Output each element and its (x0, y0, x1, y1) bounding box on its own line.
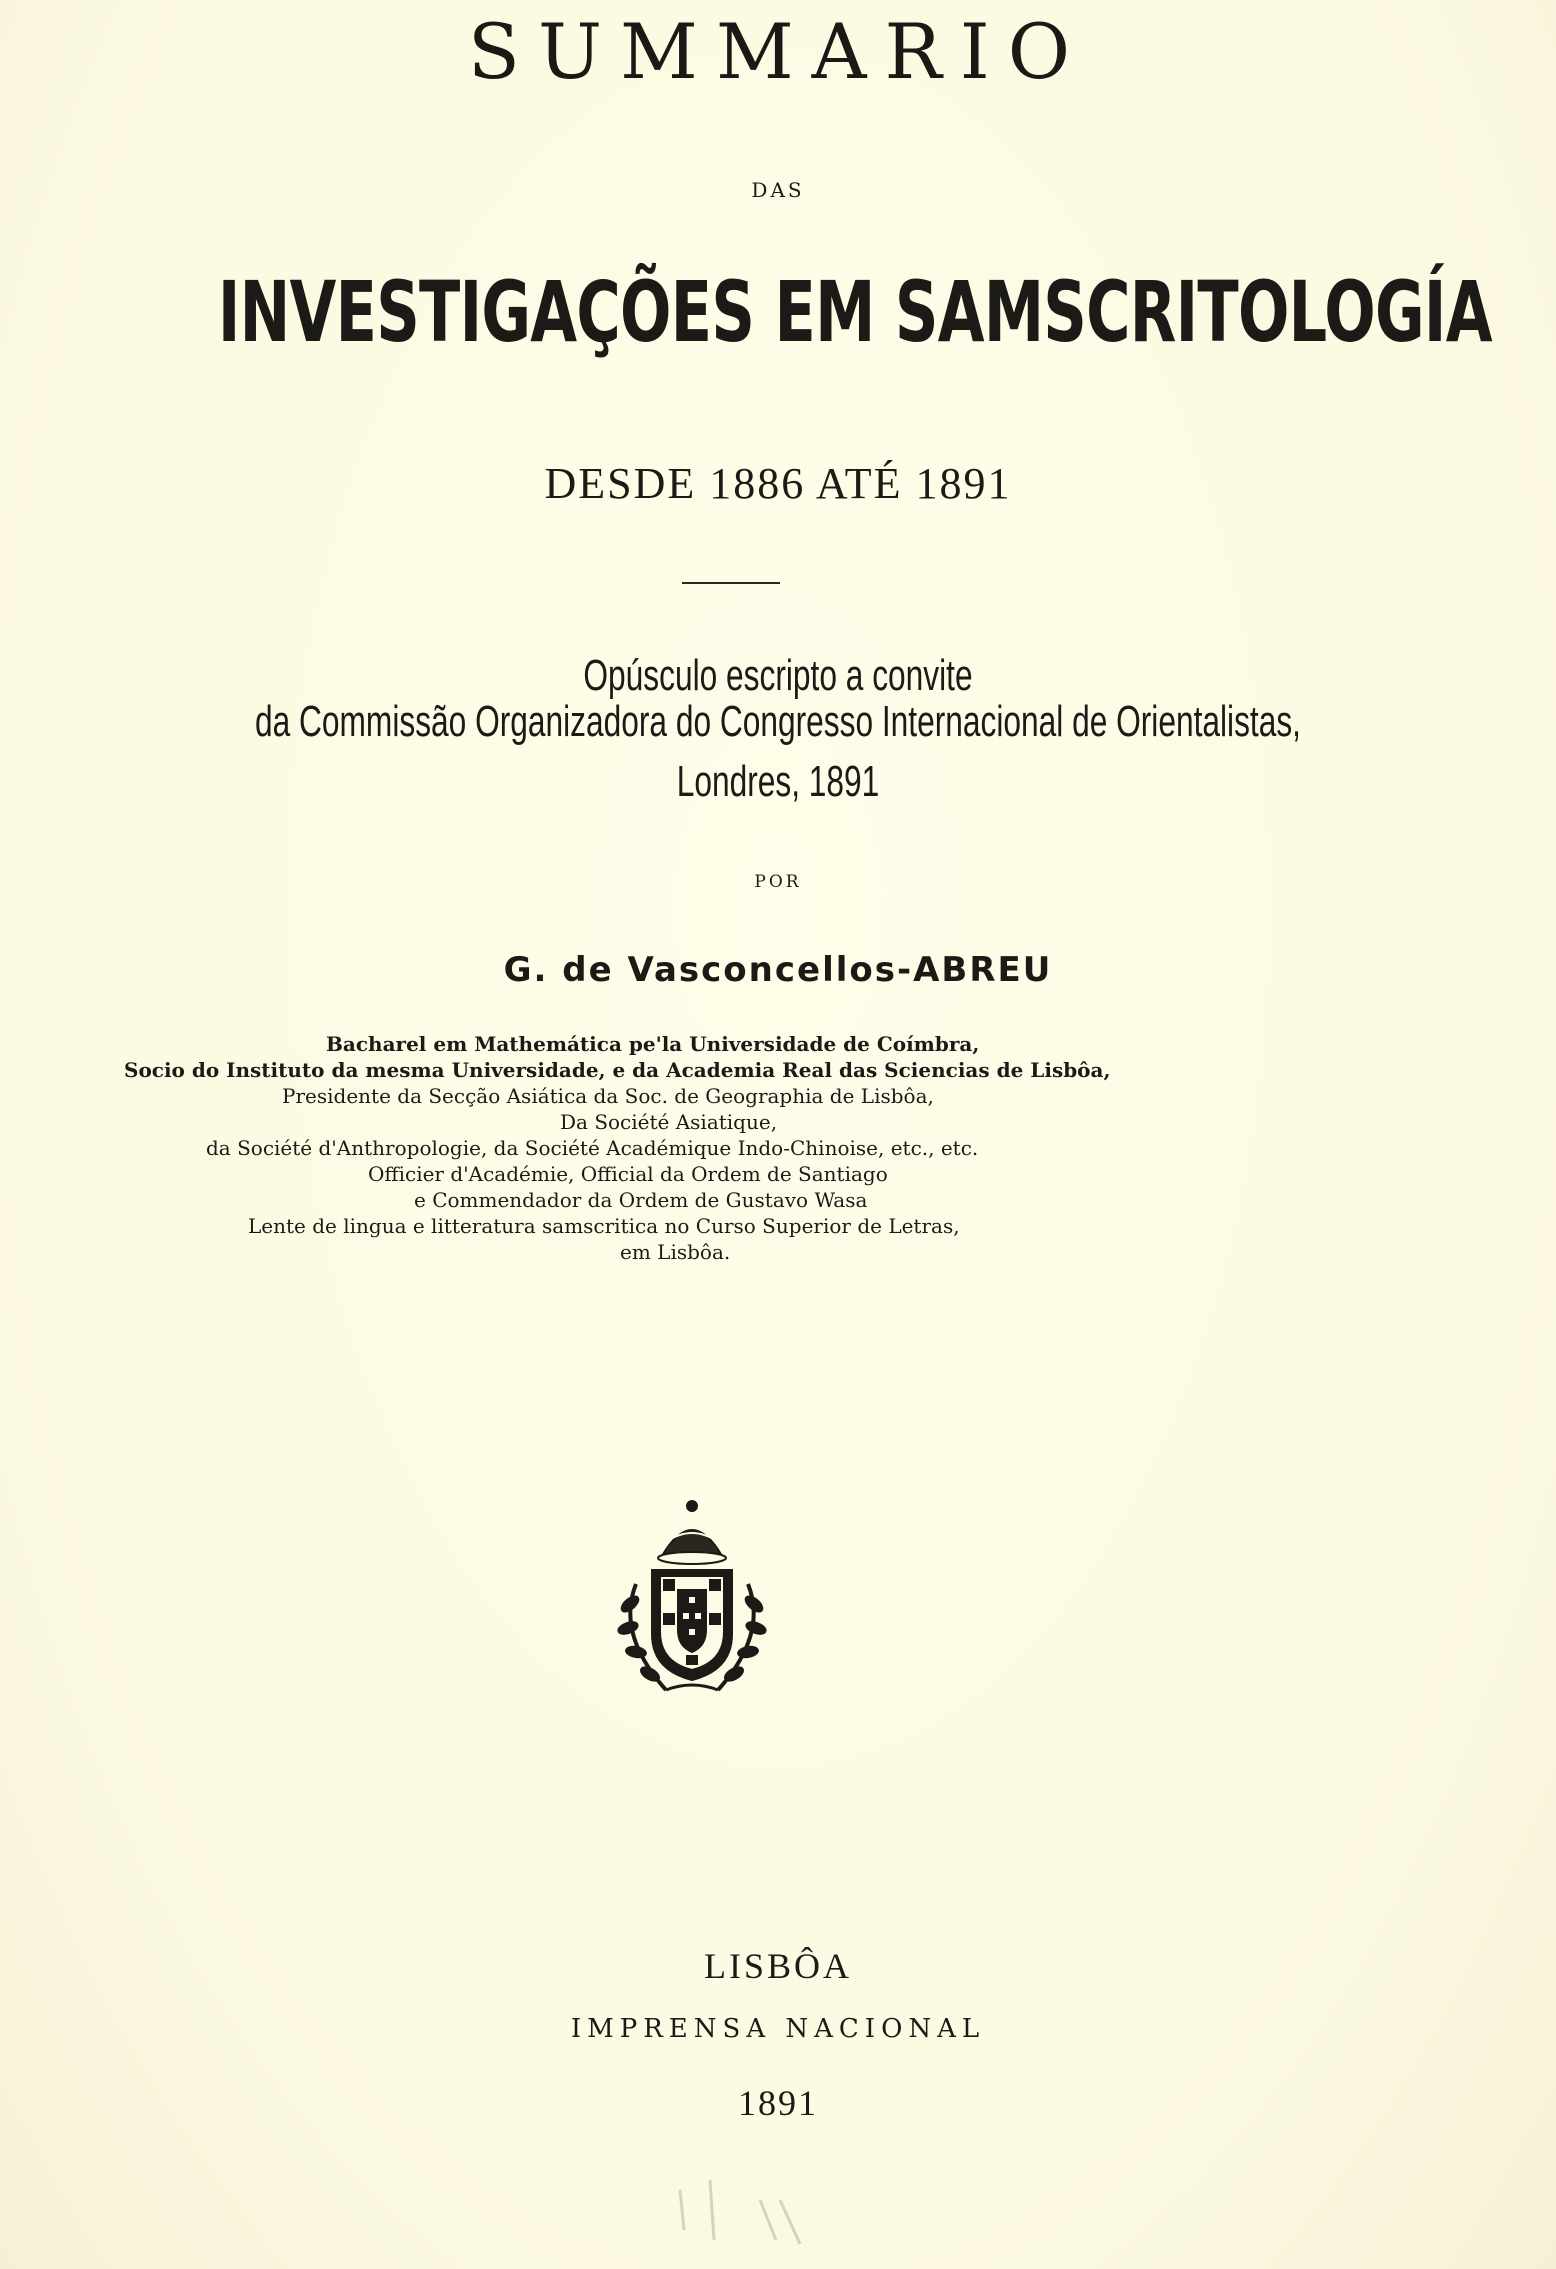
imprint-city: LISBÔA (703, 1946, 852, 1986)
credential-line-8: Lente de lingua e litteratura samscritica no Curso Superior de Letras, (248, 1214, 960, 1238)
author-name: G. de Vasconcellos-ABREU (503, 950, 1053, 990)
faint-marks-decoration (650, 2170, 830, 2250)
date-range: DESDE 1886 ATÉ 1891 (544, 459, 1012, 508)
page-title: SUMMARIO (467, 7, 1089, 96)
credential-line-2: Socio do Instituto da mesma Universidade, e da Academia Real das Sciencias de Lisbôa, (124, 1058, 1111, 1082)
opusculo-line-1: Opúsculo escripto a convite (583, 651, 973, 700)
imprint-press: IMPRENSA NACIONAL (570, 2014, 986, 2044)
credential-line-5: da Société d'Anthropologie, da Société Académique Indo-Chinoise, etc., etc. (206, 1136, 979, 1160)
main-title: INVESTIGAÇÕES EM SAMSCRITOLOGÍA (217, 263, 1492, 361)
divider-rule (682, 582, 780, 584)
credential-line-7: e Commendador da Ordem de Gustavo Wasa (414, 1188, 868, 1212)
coat-of-arms-icon (596, 1494, 788, 1700)
opusculo-line-2: da Commissão Organizadora do Congresso Internacional de Orientalistas, (254, 697, 1301, 746)
das-label: DAS (751, 178, 805, 202)
credential-line-3: Presidente da Secção Asiática da Soc. de Geographia de Lisbôa, (282, 1084, 934, 1108)
credential-line-6: Officier d'Académie, Official da Ordem de Santiago (368, 1162, 888, 1186)
credential-line-9: em Lisbôa. (620, 1240, 731, 1264)
opusculo-line-3: Londres, 1891 (676, 757, 880, 806)
imprint-year: 1891 (738, 2083, 818, 2123)
credential-line-1: Bacharel em Mathemática pe'la Universidade de Coímbra, (326, 1032, 980, 1056)
credential-line-4: Da Société Asiatique, (560, 1110, 778, 1134)
por-label: POR (754, 872, 802, 892)
